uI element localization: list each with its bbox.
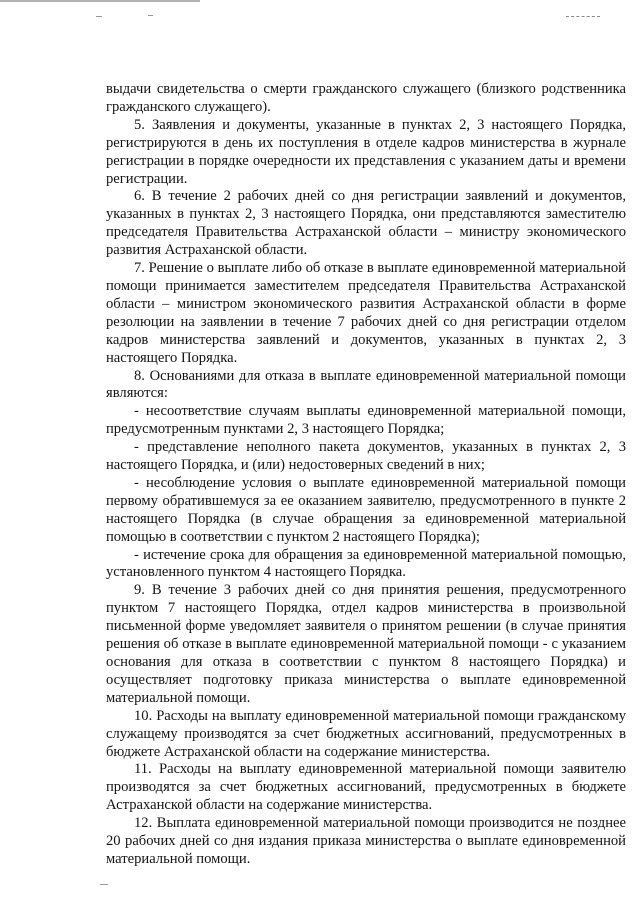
paragraph: 9. В течение 3 рабочих дней со дня принятия решения, предусмотренного пунктом 7 настоящего Порядка, отдел кадров министерства в произвольной письменной форме уведомляет заявителя о принятом решении (в случае принятия решения об отказе в выплате единовременной материальной помощи - с указанием основания для отказа в соответствии с пунктом 8 настоящего Порядка) и осуществляет подготовку приказа министерства о выплате единовременной материальной помощи. <box>106 582 626 706</box>
paragraph: 8. Основаниями для отказа в выплате единовременной материальной помощи являются: <box>106 367 626 402</box>
list-item: - представление неполного пакета документов, указанных в пунктах 2, 3 настоящего Порядка, и (или) недостоверных сведений в них; <box>106 439 626 474</box>
list-item: - несоблюдение условия о выплате единовременной материальной помощи первому обратившемуся за ее оказанием заявителю, предусмотренного в пункте 2 настоящего Порядка (в случае обращения за единовременной материальной помощью в соответствии с пунктом 2 настоящего Порядка); <box>106 474 626 545</box>
paragraph: 12. Выплата единовременной материальной помощи производится не позднее 20 рабочих дней со дня издания приказа министерства о выплате единовременной материальной помощи. <box>106 815 626 867</box>
paragraph: выдачи свидетельства о смерти гражданского служащего (близкого родственника гражданского служащего). <box>106 81 626 115</box>
scan-dot <box>100 884 108 885</box>
paragraph: 10. Расходы на выплату единовременной материальной помощи гражданскому служащему производятся за счет бюджетных ассигнований, предусмотренных в бюджете Астраханской области на содержание министерства. <box>106 707 626 760</box>
scan-dash-mark <box>566 16 600 18</box>
paragraph: 5. Заявления и документы, указанные в пунктах 2, 3 настоящего Порядка, регистрируются в день их поступления в отделе кадров министерства в журнале регистрации в порядке очередности их представления с указанием даты и времени регистрации. <box>106 116 626 187</box>
scan-edge-mark <box>0 0 200 2</box>
paragraph: 7. Решение о выплате либо об отказе в выплате единовременной материальной помощи принимается заместителем председателя Правительства Астраханской области – министром экономического развития Астраханской области в форме резолюции на заявлении в течение 7 рабочих дней со дня регистрации отделом кадров министерства заявлений и документов, указанных в пунктах 2, 3 настоящего Порядка. <box>106 260 626 366</box>
scan-dot <box>96 16 102 17</box>
paragraph: 11. Расходы на выплату единовременной материальной помощи заявителю производятся за счет бюджетных ассигнований, предусмотренных в бюджете Астраханской области на содержание министерства. <box>106 761 626 814</box>
scan-dot <box>148 15 153 16</box>
list-item: - истечение срока для обращения за единовременной материальной помощью, установленного пунктом 4 настоящего Порядка. <box>106 546 626 581</box>
paragraph: 6. В течение 2 рабочих дней со дня регистрации заявлений и документов, указанных в пунктах 2, 3 настоящего Порядка, они представляются заместителю председателя Правительства Астраханской области – министру экономического развития Астраханской области. <box>106 188 626 259</box>
list-item: - несоответствие случаям выплаты единовременной материальной помощи, предусмотренным пунктами 2, 3 настоящего Порядка; <box>106 403 626 438</box>
document-body <box>106 81 626 869</box>
